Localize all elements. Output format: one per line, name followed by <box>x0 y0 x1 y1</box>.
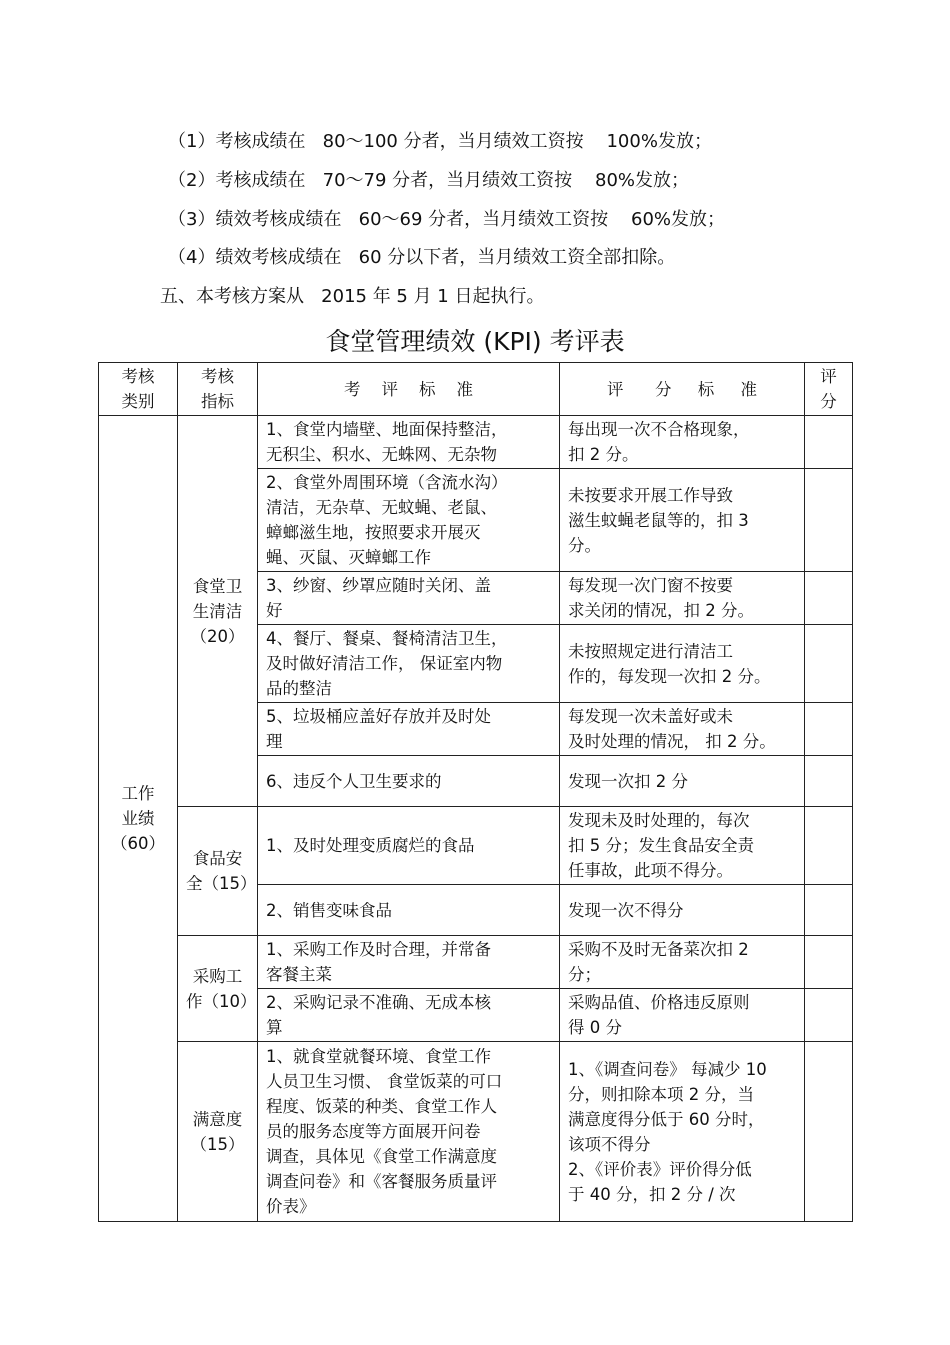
indicator-cell: 食堂卫 生清洁 （20） <box>178 416 258 807</box>
criteria-cell: 6、违反个人卫生要求的 <box>258 756 560 807</box>
criteria-cell: 2、采购记录不准确、无成本核 算 <box>258 989 560 1042</box>
indicator-cell: 食品安 全（15） <box>178 807 258 936</box>
table-row <box>99 936 853 989</box>
score-cell[interactable] <box>805 416 853 469</box>
score-cell[interactable] <box>805 807 853 885</box>
indicator-cell: 采购工 作（10） <box>178 936 258 1042</box>
score-cell[interactable] <box>805 885 853 936</box>
paragraph-5: 五、本考核方案从 2015 年 5 月 1 日起执行。 <box>160 286 545 307</box>
criteria-cell: 2、食堂外周围环境（含流水沟） 清洁，无杂草、无蚊蝇、老鼠、 蟑螂滋生地，按照要求开展灭 蝇、灭鼠、灭蟑螂工作 <box>258 469 560 572</box>
criteria-cell: 1、就食堂就餐环境、食堂工作 人员卫生习惯、 食堂饭菜的可口 程度、饭菜的种类、食堂工作人 员的服务态度等方面展开问卷 调查，具体见《食堂工作满意度 调查问卷》和《客餐服务质量评 价表》 <box>258 1042 560 1222</box>
score-cell[interactable] <box>805 625 853 703</box>
header-scoring: 评 分 标 准 <box>560 363 805 416</box>
category-cell: 工作 业绩 （60） <box>99 416 178 1222</box>
paragraph-1: （1）考核成绩在 80～100 分者，当月绩效工资按 100%发放； <box>168 131 712 152</box>
score-cell[interactable] <box>805 1042 853 1222</box>
table-title: 食堂管理绩效 (KPI) 考评表 <box>325 327 625 356</box>
criteria-cell: 1、采购工作及时合理，并常备 客餐主菜 <box>258 936 560 989</box>
score-cell[interactable] <box>805 469 853 572</box>
paragraph-3: （3）绩效考核成绩在 60～69 分者，当月绩效工资按 60%发放； <box>168 209 726 230</box>
kpi-table <box>98 362 853 1222</box>
scoring-cell: 发现一次不得分 <box>560 885 805 936</box>
table-row <box>99 1042 853 1222</box>
header-criteria: 考 评 标 准 <box>258 363 560 416</box>
header-score: 评 分 <box>805 363 853 416</box>
table-row <box>99 416 853 469</box>
paragraph-4: （4）绩效考核成绩在 60 分以下者，当月绩效工资全部扣除。 <box>168 247 676 268</box>
scoring-cell: 采购品值、价格违反原则 得 0 分 <box>560 989 805 1042</box>
criteria-cell: 2、销售变味食品 <box>258 885 560 936</box>
score-cell[interactable] <box>805 756 853 807</box>
scoring-cell: 1、《调查问卷》 每减少 10 分，则扣除本项 2 分，当 满意度得分低于 60 分时， 该项不得分 2、《评价表》评价得分低 于 40 分，扣 2 分 / 次 <box>560 1042 805 1222</box>
scoring-cell: 每发现一次未盖好或未 及时处理的情况， 扣 2 分。 <box>560 703 805 756</box>
table-row <box>99 807 853 885</box>
table-header-row <box>99 363 853 416</box>
criteria-cell: 1、及时处理变质腐烂的食品 <box>258 807 560 885</box>
score-cell[interactable] <box>805 989 853 1042</box>
header-indicator: 考核 指标 <box>178 363 258 416</box>
paragraph-2: （2）考核成绩在 70～79 分者，当月绩效工资按 80%发放； <box>168 170 690 191</box>
scoring-cell: 发现未及时处理的，每次 扣 5 分；发生食品安全责 任事故，此项不得分。 <box>560 807 805 885</box>
scoring-cell: 未按照规定进行清洁工 作的，每发现一次扣 2 分。 <box>560 625 805 703</box>
criteria-cell: 3、纱窗、纱罩应随时关闭、盖 好 <box>258 572 560 625</box>
scoring-cell: 未按要求开展工作导致 滋生蚊蝇老鼠等的，扣 3 分。 <box>560 469 805 572</box>
scoring-cell: 采购不及时无备菜次扣 2 分； <box>560 936 805 989</box>
score-cell[interactable] <box>805 703 853 756</box>
scoring-cell: 每发现一次门窗不按要 求关闭的情况，扣 2 分。 <box>560 572 805 625</box>
score-cell[interactable] <box>805 936 853 989</box>
score-cell[interactable] <box>805 572 853 625</box>
criteria-cell: 1、食堂内墙壁、地面保持整洁， 无积尘、积水、无蛛网、无杂物 <box>258 416 560 469</box>
indicator-cell: 满意度 （15） <box>178 1042 258 1222</box>
scoring-cell: 每出现一次不合格现象， 扣 2 分。 <box>560 416 805 469</box>
criteria-cell: 4、餐厅、餐桌、餐椅清洁卫生， 及时做好清洁工作， 保证室内物 品的整洁 <box>258 625 560 703</box>
header-category: 考核 类别 <box>99 363 178 416</box>
criteria-cell: 5、垃圾桶应盖好存放并及时处 理 <box>258 703 560 756</box>
scoring-cell: 发现一次扣 2 分 <box>560 756 805 807</box>
